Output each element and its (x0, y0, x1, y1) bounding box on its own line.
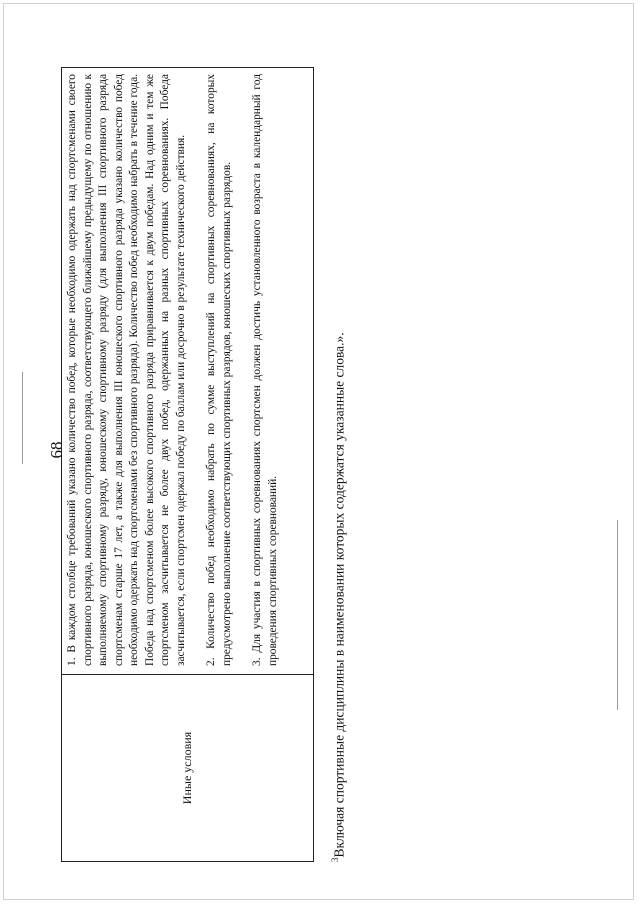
conditions-table (61, 67, 314, 862)
row-label-cell (62, 675, 314, 862)
condition-3: 3. Для участия в спортивных соревнованиях спортсмен должен достичь установленного возраста в календарный год проведения спортивных соревнований. (251, 74, 279, 666)
condition-2: 2. Количество побед необходимо набрать по сумме выступлений на спортивных соревнованиях, на которых предусмотрено выполнение соответствующих спортивных разрядов, юношеских спортивных разрядов. (205, 74, 233, 666)
scan-mark-left (22, 372, 23, 464)
condition-1: 1. В каждом столбце требований указано количество побед, которые необходимо одержать над спортсменами своего спортивного разряда, юношеского спортивного разряда, соответствующего ближайшему предыдущему по отношению к выполняемому спортивному разряду, юношескому спортивному разряду (для выполнения III спортивного разряда спортсменам старше 17 лет, а также для выполнения III юношеского спортивного разряда указано количество побед необходимо одержать над спортсменами без спортивного разряда). Количество побед необходимо набрать в течение года. Победа над спортсменом более высокого спортивного разряда приравнивается к двум победам. Над одним и тем же спортсменом засчитывается не более двух побед, одержанных на разных спортивных соревнованиях. Победа засчитывается, если спортсмен одержал победу по баллам или досрочно в результате технического действия. (66, 74, 187, 666)
conditions-cell (62, 68, 314, 675)
page-number: 68 (47, 441, 66, 459)
scan-mark-right (617, 520, 618, 710)
conditions-table-container (61, 67, 314, 862)
footnote-text: Включая спортивные дисциплины в наименовании которых содержатся указанные слова.». (331, 332, 347, 858)
footnote (330, 102, 348, 862)
table-row (62, 68, 314, 862)
footnote-marker: 3 (330, 857, 340, 862)
row-label: Иные условия (179, 731, 194, 805)
